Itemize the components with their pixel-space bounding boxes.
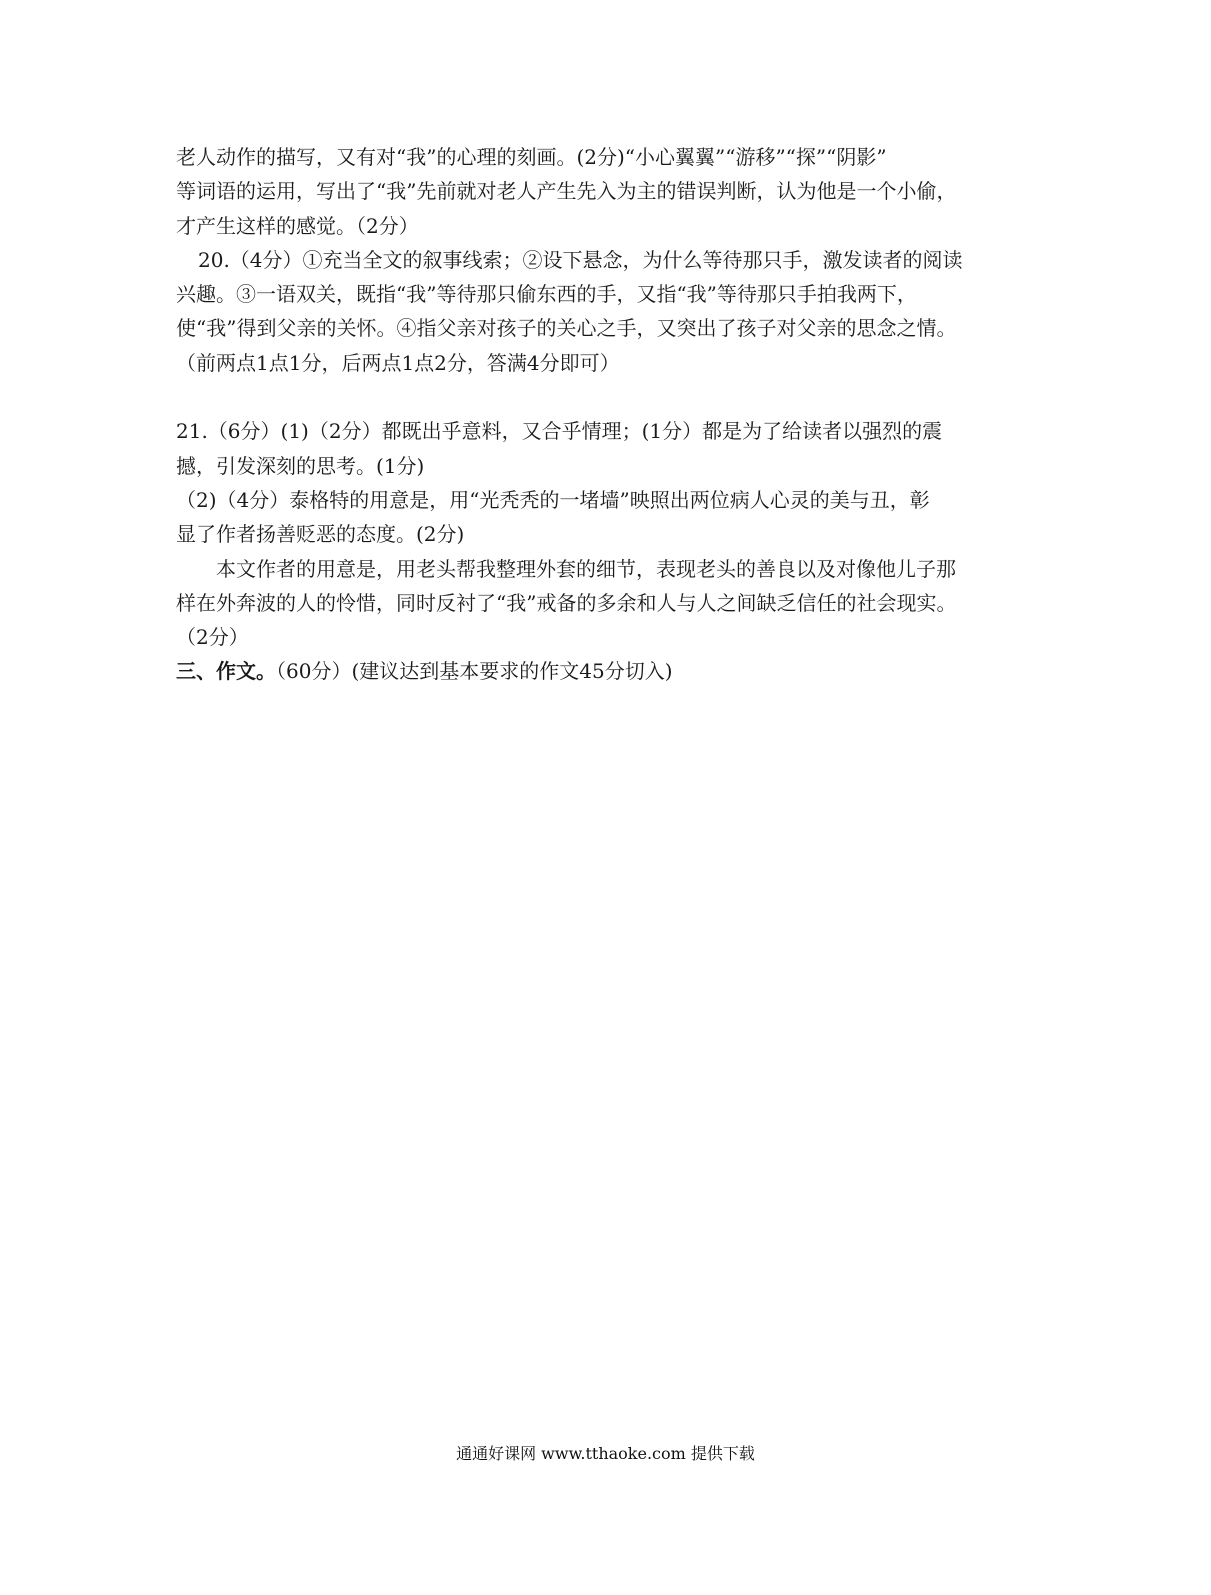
text-line: （2分） [176,625,249,650]
text-line: （前两点1点1分，后两点1点2分，答满4分即可） [176,350,620,375]
paragraph-question-20 [176,243,1036,380]
text-line: 21.（6分）(1)（2分）都既出乎意料，又合乎情理；(1分）都是为了给读者以强烈的震 [176,419,943,444]
paragraph-author-intent [176,552,1036,655]
text-line: 兴趣。③一语双关，既指“我”等待那只偷东西的手，又指“我”等待那只手拍我两下， [176,282,917,307]
text-line: 等词语的运用，写出了“我”先前就对老人产生先入为主的错误判断，认为他是一个小偷， [176,179,957,204]
section-heading: 三、作文。 [176,659,276,684]
footer-source: 通通好课网 www.tthaoke.com 提供下载 [456,1444,755,1463]
text-line: 显了作者扬善贬恶的态度。(2分) [176,522,465,547]
text-line: 使“我”得到父亲的关怀。④指父亲对孩子的关心之手，又突出了孩子对父亲的思念之情。 [176,316,957,341]
paragraph-question-21-part-2 [176,483,1036,552]
text-line: 撼，引发深刻的思考。(1分) [176,453,425,478]
text-line: （2)（4分）泰格特的用意是，用“光秃秃的一堵墙”映照出两位病人心灵的美与丑，彰 [176,487,930,512]
text-line: 才产生这样的感觉。（2分） [176,213,419,238]
text-line: 本文作者的用意是，用老头帮我整理外套的细节，表现老头的善良以及对像他儿子那 [216,556,956,581]
section-composition [176,654,1036,688]
text-line: 样在外奔波的人的怜惜，同时反衬了“我”戒备的多余和人与人之间缺乏信任的社会现实。 [176,590,957,615]
paragraph-question-21 [176,380,1036,483]
answer-key-content [176,140,1036,689]
text-line [176,380,1036,414]
text-line: 老人动作的描写，又有对“我”的心理的刻画。(2分)“小心翼翼”“游移”“探”“阴影” [176,145,887,169]
text-line: 20.（4分）①充当全文的叙事线索；②设下悬念，为什么等待那只手，激发读者的阅读 [198,247,963,272]
paragraph-19-continued [176,140,1036,243]
section-note: （60分）(建议达到基本要求的作文45分切入) [276,659,673,684]
